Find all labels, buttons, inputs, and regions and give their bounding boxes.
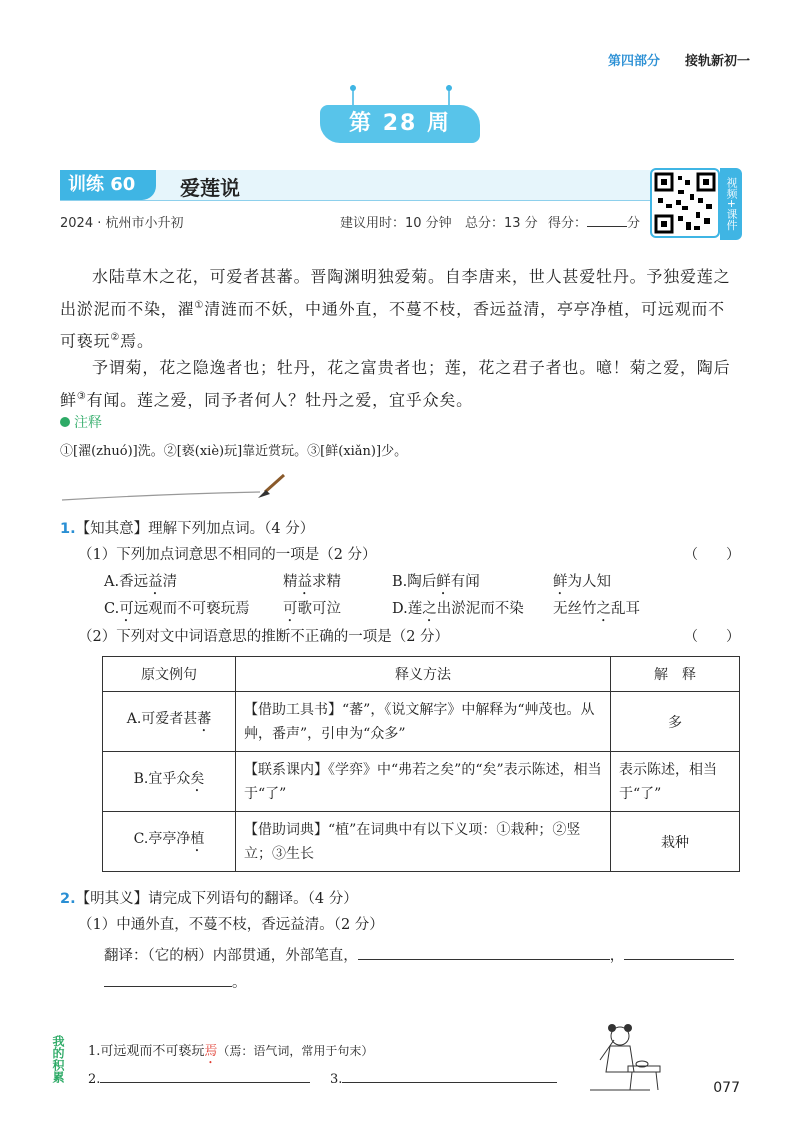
q1-sub1-answer-paren[interactable]: （ ） [684, 547, 740, 563]
table-header: 释义方法 [236, 657, 611, 692]
passage-paragraph-1: 水陆草木之花，可爱者甚蕃。晋陶渊明独爱菊。自李唐来，世人甚爱牡丹。予独爱莲之出淤泥而不染，濯①清涟而不妖，中通外直，不蔓不枝，香远益清，亭亭净植，可远观而不可亵玩②焉。 [60, 267, 731, 351]
q1-option-d[interactable]: D.莲之出淤泥而不染 [392, 601, 524, 617]
page-number: 077 [713, 1080, 740, 1096]
accumulation-item-3: 3. [330, 1068, 557, 1087]
q1-sub1: （1）下列加点词意思不相同的一项是（2 分） [78, 547, 377, 563]
table-cell: 表示陈述，相当于“了” [611, 752, 740, 812]
table-cell: B.宜乎众矣 [103, 752, 236, 812]
table-cell: C.亭亭净植 [103, 812, 236, 872]
q1-option-d-compare: 无丝竹之乱耳 [553, 601, 640, 617]
notes-bullet-icon [60, 417, 70, 427]
question-2: 2.【明其义】请完成下列语句的翻译。（4 分） [60, 891, 358, 907]
q1-sub2: （2）下列对文中词语意思的推断不正确的一项是（2 分） [78, 629, 450, 645]
table-row [103, 812, 740, 872]
question-1: 1.【知其意】理解下列加点词。（4 分） [60, 521, 315, 537]
header-part: 第四部分 [607, 54, 660, 69]
table-header: 解 释 [611, 657, 740, 692]
accumulation-blank-2[interactable] [100, 1068, 310, 1083]
q1-option-b[interactable]: B.陶后鲜有闻 [392, 574, 480, 590]
q2-translation-line: 翻译：（它的柄）内部贯通，外部笔直， ， [104, 945, 734, 967]
translation-blank-2[interactable] [624, 945, 734, 960]
table-cell: 【联系课内】《学弈》中“弗若之矣”的“矣”表示陈述，相当于“了” [236, 752, 611, 812]
qr-code[interactable] [650, 168, 720, 238]
q2-translation-line-2: 。 [104, 972, 247, 994]
exam-source: 2024 · 杭州市小升初 [60, 216, 184, 231]
translation-blank-3[interactable] [104, 972, 232, 987]
q1-option-a[interactable]: A.香远益清 [104, 574, 178, 590]
table-cell: A.可爱者甚蕃 [103, 692, 236, 752]
suggested-time: 建议用时：10 分钟 [340, 216, 452, 231]
training-badge: 训练 60 [60, 170, 156, 200]
q1-option-c-compare: 可歌可泣 [283, 601, 341, 617]
q1-option-c[interactable]: C.可远观而不可亵玩焉 [104, 601, 250, 617]
score-unit: 分 [627, 216, 641, 231]
score-field [548, 212, 640, 231]
brush-divider-icon [60, 470, 290, 510]
accumulation-item-1: 1.可远观而不可亵玩焉（焉：语气词，常用于句末） [88, 1044, 374, 1059]
header-section: 接轨新初一 [684, 54, 750, 69]
accumulation-blank-3[interactable] [342, 1068, 557, 1083]
table-cell: 栽种 [611, 812, 740, 872]
training-bar [60, 170, 715, 201]
score-blank[interactable] [587, 214, 627, 227]
video-courseware-tag: 视频+课件 [720, 168, 742, 240]
table-cell: 【借助工具书】“蕃”，《说文解字》中解释为“艸茂也。从艸，番声”，引申为“众多” [236, 692, 611, 752]
q1-option-a-compare: 精益求精 [283, 574, 341, 590]
q1-option-b-compare: 鲜为人知 [553, 574, 611, 590]
qr-code-icon [652, 170, 718, 236]
my-accumulation-label: 我的积累 [51, 1035, 65, 1083]
table-row [103, 752, 740, 812]
score-label: 得分： [548, 216, 588, 231]
table-header: 原文例句 [103, 657, 236, 692]
child-reading-illustration-icon [580, 1020, 665, 1095]
lesson-title: 爱莲说 [180, 176, 240, 200]
notes-text: ①[濯(zhuó)]洗。②[亵(xiè)玩]靠近赏玩。③[鲜(xiǎn)]少。 [60, 444, 408, 459]
table-row [103, 692, 740, 752]
inference-table [102, 656, 740, 872]
table-cell: 【借助词典】“植”在词典中有以下义项：①栽种；②竖立；③生长 [236, 812, 611, 872]
translation-prefix: 翻译：（它的柄）内部贯通，外部笔直， [104, 948, 358, 964]
week-banner: 第 28 周 [320, 105, 480, 143]
translation-blank-1[interactable] [358, 945, 610, 960]
total-score: 总分：13 分 [465, 216, 538, 231]
notes-heading: 注释 [60, 412, 102, 432]
table-cell: 多 [611, 692, 740, 752]
q2-sub1: （1）中通外直，不蔓不枝，香远益清。（2 分） [78, 917, 384, 933]
accumulation-item-2: 2. [88, 1068, 310, 1087]
q1-sub2-answer-paren[interactable]: （ ） [684, 629, 740, 645]
passage-paragraph-2: 予谓菊，花之隐逸者也；牡丹，花之富贵者也；莲，花之君子者也。噫！菊之爱，陶后鲜③有闻。莲之爱，同予者何人？牡丹之爱，宜乎众矣。 [60, 358, 731, 410]
